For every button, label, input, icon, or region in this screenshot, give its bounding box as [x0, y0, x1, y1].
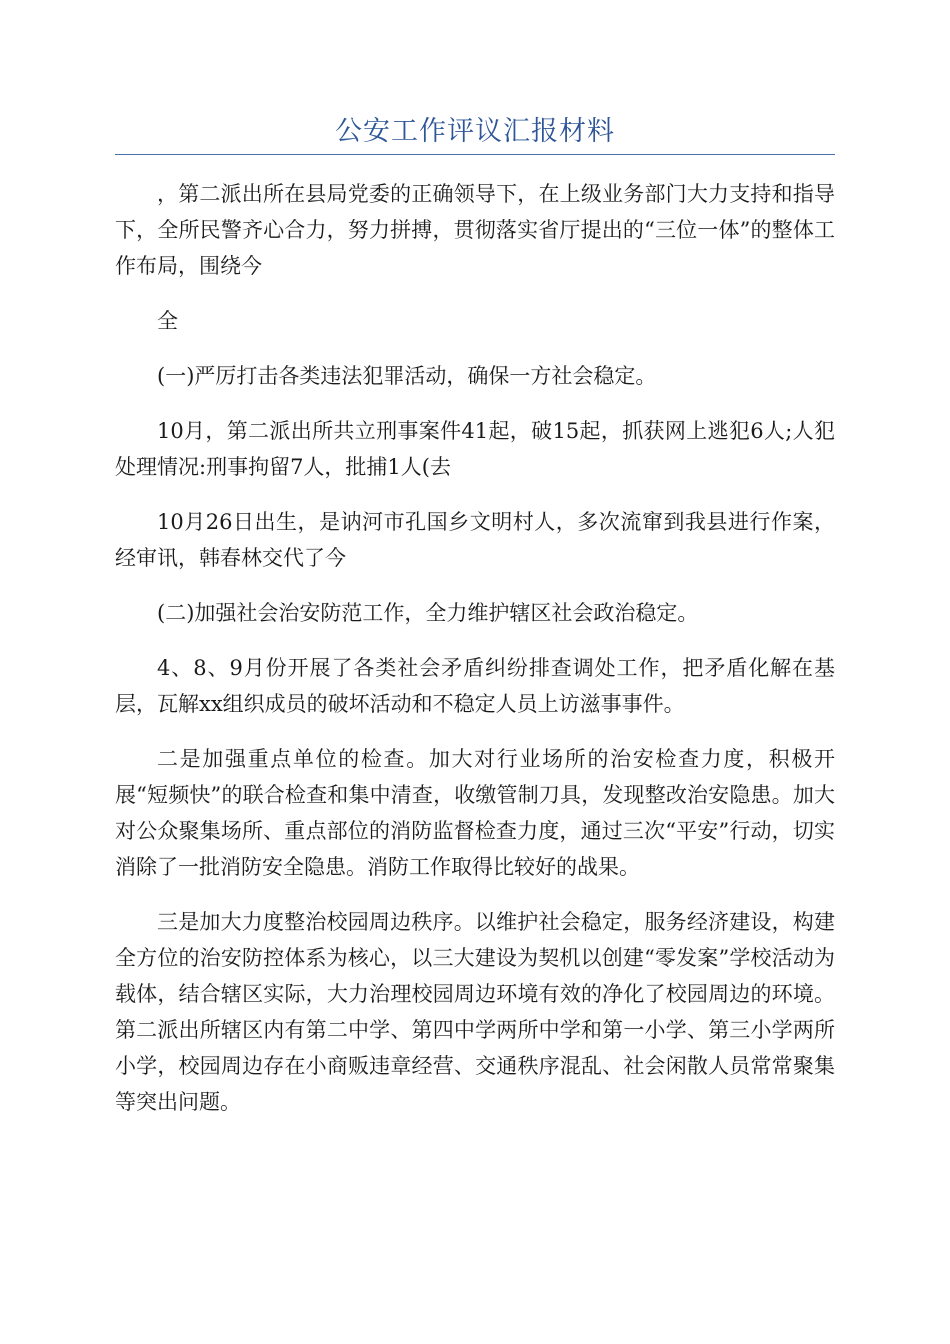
paragraph: (二)加强社会治安防范工作，全力维护辖区社会政治稳定。 — [157, 601, 699, 625]
paragraph: 全 — [157, 309, 178, 333]
paragraph: (一)严厉打击各类违法犯罪活动，确保一方社会稳定。 — [157, 364, 657, 388]
paragraph: 三是加大力度整治校园周边秩序。以维护社会稳定，服务经济建设，构建全方位的治安防控体系为核心，以三大建设为契机以创建“零发案”学校活动为载体，结合辖区实际，大力治理校园周边环境有效的净化了校园周边的环境。第二派出所辖区内有第二中学、第四中学两所中学和第一小学、第三小学两所小学，校园周边存在小商贩违章经营、交通秩序混乱、社会闲散人员常常聚集等突出问题。 — [115, 910, 835, 1114]
title-underline — [115, 154, 835, 155]
paragraph: 10月，第二派出所共立刑事案件41起，破15起，抓获网上逃犯6人;人犯处理情况:刑事拘留7人，批捕1人(去 — [115, 419, 835, 479]
paragraph: ，第二派出所在县局党委的正确领导下，在上级业务部门大力支持和指导下，全所民警齐心合力，努力拼搏，贯彻落实省厅提出的“三位一体”的整体工作布局，围绕今 — [115, 182, 835, 278]
document-body — [115, 176, 835, 1139]
paragraph: 4、8、9月份开展了各类社会矛盾纠纷排查调处工作，把矛盾化解在基层，瓦解xx组织成员的破坏活动和不稳定人员上访滋事事件。 — [115, 656, 835, 716]
paragraph: 10月26日出生，是讷河市孔国乡文明村人，多次流窜到我县进行作案，经审讯，韩春林交代了今 — [115, 510, 835, 570]
document-title: 公安工作评议汇报材料 — [335, 116, 615, 147]
paragraph: 二是加强重点单位的检查。加大对行业场所的治安检查力度，积极开展“短频快”的联合检查和集中清查，收缴管制刀具，发现整改治安隐患。加大对公众聚集场所、重点部位的消防监督检查力度，通过三次“平安”行动，切实消除了一批消防安全隐患。消防工作取得比较好的战果。 — [115, 747, 835, 879]
